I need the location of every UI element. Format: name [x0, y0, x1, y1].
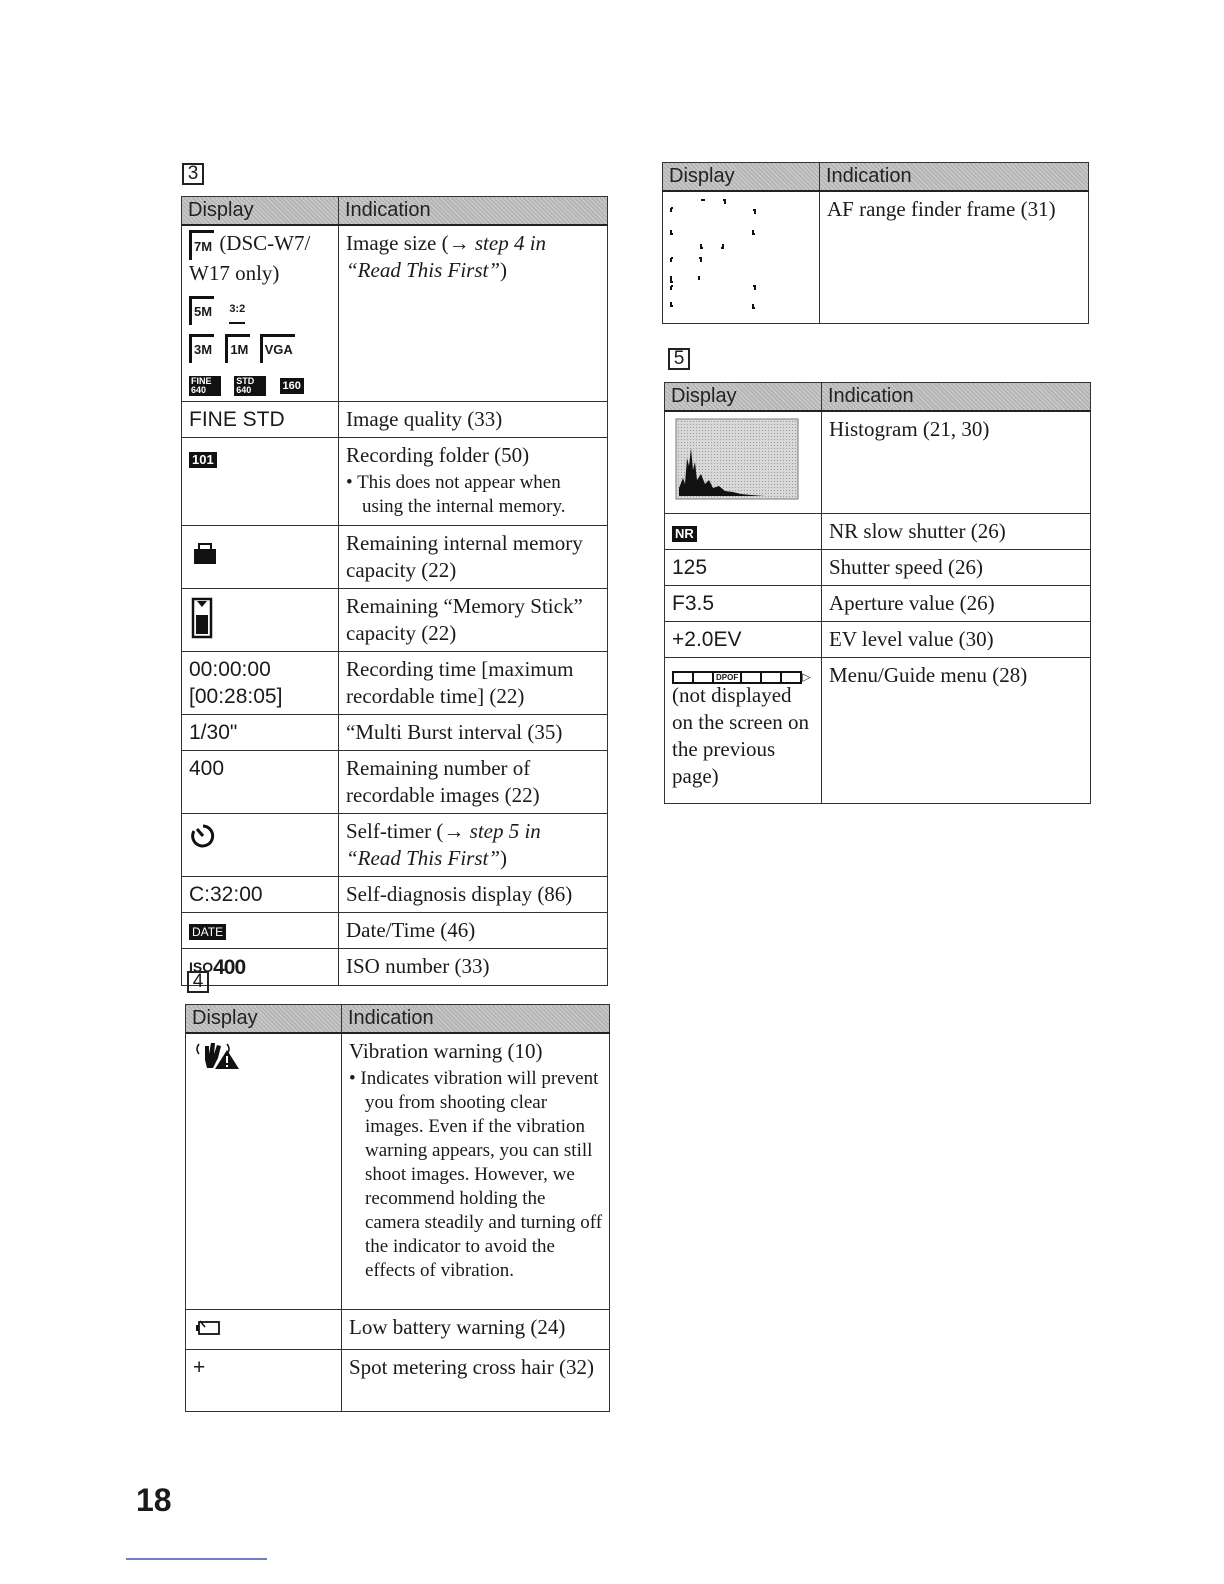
- spot-metering-indication: Spot metering cross hair (32): [342, 1349, 610, 1411]
- section-number-3: 3: [182, 163, 204, 185]
- burst-display: 1/30": [182, 714, 339, 750]
- quality-indication: Image quality (33): [339, 401, 608, 437]
- iso-indication: ISO number (33): [339, 948, 608, 986]
- row-histogram: [665, 411, 1091, 514]
- shutter-display: 125: [665, 550, 822, 586]
- header-indication: Indication: [342, 1005, 610, 1034]
- image-size-7m-icon: 7M: [189, 230, 214, 260]
- row-burst-interval: [182, 714, 608, 750]
- row-shutter-speed: [665, 550, 1091, 586]
- row-af-range-finder: [663, 191, 1089, 324]
- header-display: Display: [663, 163, 820, 192]
- image-size-label: Image size (: [346, 231, 449, 255]
- image-size-1m-icon: 1M: [225, 334, 250, 363]
- internal-memory-icon: [191, 542, 219, 566]
- image-size-step-ref: step 4 in: [469, 231, 547, 255]
- date-time-indication: Date/Time (46): [339, 912, 608, 948]
- menu-icon-strip: [672, 662, 815, 682]
- chevron-right-icon: ▷: [802, 670, 811, 684]
- vibration-warning-icon: [193, 1040, 241, 1070]
- header-display: Display: [665, 383, 822, 412]
- row-image-quality: [182, 401, 608, 437]
- af-range-finder-frame-icon: [663, 192, 813, 316]
- image-size-close-paren: ): [500, 258, 508, 282]
- header-indication: Indication: [820, 163, 1089, 192]
- image-size-3m-icon: 3M: [189, 334, 214, 363]
- menu-indication: Menu/Guide menu (28): [822, 658, 1091, 804]
- header-indication: Indication: [822, 383, 1091, 412]
- row-nr-slow-shutter: [665, 514, 1091, 550]
- nr-icon: NR: [672, 526, 697, 542]
- row-date-time: [182, 912, 608, 948]
- row-low-battery: [186, 1309, 610, 1349]
- ev-display: +2.0EV: [665, 622, 822, 658]
- row-image-size: [182, 225, 608, 401]
- dpof-icon: DPOF: [714, 671, 742, 684]
- row-self-timer: [182, 813, 608, 876]
- aperture-display: F3.5: [665, 586, 822, 622]
- vibration-note: • Indicates vibration will prevent you from shooting clear images. Even if the vibration warning appears, you can still shoot images. However, we recommend holding the camera steadily and turning off the indicator to avoid the effects of vibration.: [349, 1067, 603, 1283]
- row-remaining-images: [182, 750, 608, 813]
- page-number: 18: [136, 1482, 172, 1518]
- row-iso: [182, 948, 608, 986]
- image-size-3-2-icon: 3:2: [229, 296, 245, 324]
- row-menu-guide: [665, 658, 1091, 804]
- image-size-5m-icon: 5M: [189, 296, 214, 325]
- self-diagnosis-indication: Self-diagnosis display (86): [339, 876, 608, 912]
- self-timer-step-ref: step 5 in: [464, 818, 541, 843]
- section-number-4: 4: [187, 971, 209, 993]
- footer-divider: [126, 1558, 267, 1560]
- header-display: Display: [186, 1005, 342, 1034]
- self-timer-label: Self-timer (: [346, 818, 444, 843]
- image-size-model-note: (DSC-W7/ W17 only): [189, 231, 311, 286]
- histogram-indication: Histogram (21, 30): [822, 411, 1091, 514]
- table-af-range-finder: [662, 162, 1089, 324]
- folder-indication: Recording folder (50): [346, 442, 530, 467]
- memory-stick-icon: [191, 597, 213, 639]
- spot-metering-display: +: [186, 1349, 342, 1411]
- internal-memory-indication: Remaining internal memory capacity (22): [339, 525, 608, 588]
- folder-note: • This does not appear when using the internal memory.: [346, 471, 601, 519]
- row-internal-memory: [182, 525, 608, 588]
- low-battery-indication: Low battery warning (24): [342, 1309, 610, 1349]
- shutter-indication: Shutter speed (26): [822, 550, 1091, 586]
- menu-display-note: (not displayed on the screen on the previous page): [672, 683, 810, 788]
- row-self-diagnosis: [182, 876, 608, 912]
- self-diagnosis-display: C:32:00: [182, 876, 339, 912]
- date-icon: DATE: [189, 924, 226, 940]
- row-spot-metering: [186, 1349, 610, 1411]
- remaining-indication: Remaining number of recordable images (22): [339, 750, 608, 813]
- image-size-std-640-icon: STD 640: [234, 376, 266, 396]
- ev-indication: EV level value (30): [822, 622, 1091, 658]
- row-recording-time: [182, 651, 608, 714]
- row-vibration-warning: [186, 1033, 610, 1309]
- self-timer-manual-ref: “Read This First”: [346, 845, 501, 870]
- vibration-indication: Vibration warning (10): [349, 1039, 543, 1063]
- iso-icon: ISO: [189, 959, 214, 976]
- table-section-3: [181, 196, 608, 986]
- header-indication: Indication: [339, 197, 608, 226]
- image-size-fine-640-icon: FINE 640: [189, 376, 221, 396]
- recording-folder-icon: 101: [189, 452, 217, 468]
- row-ev-level: [665, 622, 1091, 658]
- image-size-manual-ref: “Read This First”: [346, 258, 501, 282]
- remaining-display: 400: [182, 750, 339, 813]
- image-size-vga-icon: VGA: [260, 334, 295, 363]
- quality-display: FINE STD: [182, 401, 339, 437]
- self-timer-close-paren: ): [500, 845, 508, 870]
- iso-value-icon: 400: [213, 956, 246, 980]
- arrow-icon: →: [443, 818, 465, 843]
- header-display: Display: [182, 197, 339, 226]
- section-number-5: 5: [668, 348, 690, 370]
- histogram-icon: [675, 418, 799, 500]
- af-range-finder-indication: AF range finder frame (31): [820, 191, 1089, 324]
- nr-indication: NR slow shutter (26): [822, 514, 1091, 550]
- table-section-4: [185, 1004, 610, 1412]
- row-aperture: [665, 586, 1091, 622]
- recording-time-display: 00:00:00 [00:28:05]: [182, 651, 339, 714]
- low-battery-icon: [193, 1318, 223, 1338]
- aperture-indication: Aperture value (26): [822, 586, 1091, 622]
- burst-indication: “Multi Burst interval (35): [339, 714, 608, 750]
- row-recording-folder: [182, 437, 608, 525]
- self-timer-icon: [189, 822, 217, 850]
- row-memory-stick: [182, 588, 608, 651]
- recording-time-indication: Recording time [maximum recordable time] (22): [339, 651, 608, 714]
- arrow-icon: →: [448, 231, 470, 255]
- memory-stick-indication: Remaining “Memory Stick” capacity (22): [339, 588, 608, 651]
- table-section-5: [664, 382, 1091, 804]
- image-size-160-icon: 160: [280, 378, 304, 394]
